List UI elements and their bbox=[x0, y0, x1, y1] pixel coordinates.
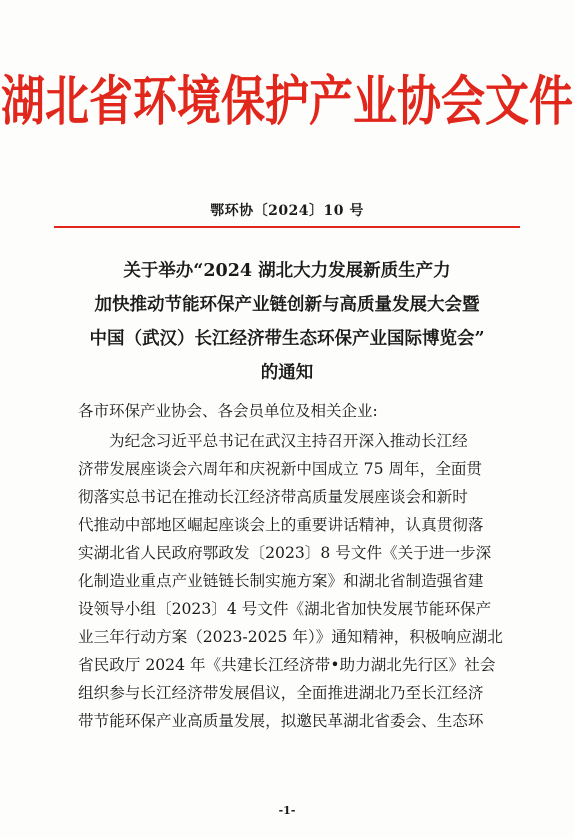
title-line: 的通知 bbox=[260, 363, 314, 383]
body-line: 设领导小组〔2023〕4 号文件《湖北省加快发展节能环保产 bbox=[78, 600, 492, 618]
body-line: 组织参与长江经济带发展倡议，全面推进湖北乃至长江经济 bbox=[78, 684, 484, 702]
body-line: 济带发展座谈会六周年和庆祝新中国成立 75 周年，全面贯 bbox=[78, 460, 483, 478]
body-line: 代推动中部地区崛起座谈会上的重要讲话精神，认真贯彻落 bbox=[78, 516, 484, 534]
body-line: 化制造业重点产业链链长制实施方案》和湖北省制造强省建 bbox=[78, 572, 484, 590]
body-line: 省民政厅 2024 年《共建长江经济带•助力湖北先行区》社会 bbox=[78, 656, 496, 674]
title-line: 关于举办“2024 湖北大力发展新质生产力 bbox=[123, 261, 451, 281]
title-line: 中国（武汉）长江经济带生态环保产业国际博览会” bbox=[89, 329, 485, 349]
body-line: 彻落实总书记在推动长江经济带高质量发展座谈会和新时 bbox=[78, 488, 468, 506]
body-line: 实湖北省人民政府鄂政发〔2023〕8 号文件《关于进一步深 bbox=[78, 544, 492, 562]
body-line: 带节能环保产业高质量发展，拟邀民革湖北省委会、生态环 bbox=[78, 712, 484, 730]
body-paragraph bbox=[78, 427, 508, 735]
red-divider-line bbox=[54, 226, 520, 228]
body-line: 业三年行动方案（2023-2025 年）》通知精神，积极响应湖北 bbox=[78, 628, 503, 646]
title-line: 加快推动节能环保产业链创新与高质量发展大会暨 bbox=[94, 295, 480, 315]
document-number: 鄂环协〔2024〕10 号 bbox=[210, 203, 364, 219]
notice-title bbox=[40, 254, 534, 390]
page-number: -1- bbox=[278, 804, 296, 817]
masthead-title: 湖北省环境保护产业协会文件 bbox=[1, 70, 573, 134]
body-line: 为纪念习近平总书记在武汉主持召开深入推动长江经 bbox=[109, 432, 468, 450]
salutation: 各市环保产业协会、各会员单位及相关企业: bbox=[78, 402, 378, 420]
